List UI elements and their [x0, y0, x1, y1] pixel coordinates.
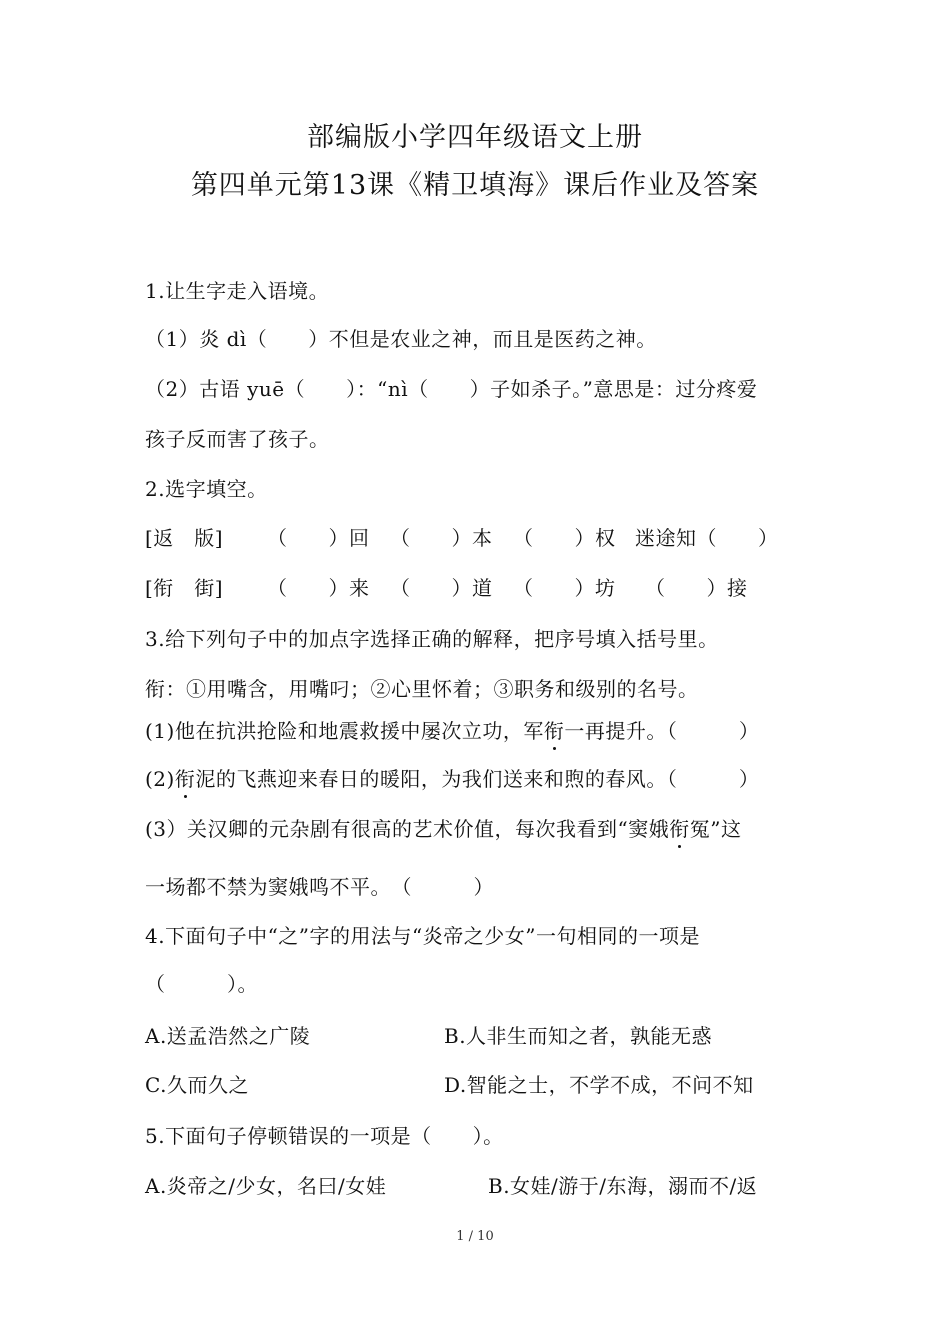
q3-s1-text: (1)他在抗洪抢险和地震救援中屡次立功，军 [145, 719, 544, 743]
q3-heading: 3.给下列句子中的加点字选择正确的解释，把序号填入括号里。 [145, 627, 719, 651]
title-line-1: 部编版小学四年级语文上册 [307, 122, 643, 153]
q3-sentence-3-cont: 一场都不禁为窦娥鸣不平。 （ ） [145, 875, 494, 899]
q3-s2-text: 泥的飞燕迎来春日的暖阳，为我们送来和煦的春风。（ ） [195, 767, 760, 791]
q4-option-c: C.久而久之 [145, 1073, 249, 1097]
q2-row-1 [145, 522, 845, 552]
q3-s3-text: (3）关汉卿的元杂剧有很高的艺术价值，每次我看到“窦娥 [145, 817, 670, 841]
q2-row2-blank: （ ）道 [390, 576, 493, 600]
dotted-char: 衔 [544, 715, 565, 744]
q5-option-a: A.炎帝之/少女，名曰/女娃 [145, 1174, 387, 1198]
q3-sentence-3 [145, 813, 742, 842]
q1-heading: 1.让生字走入语境。 [145, 279, 330, 303]
q5-option-b: B.女娃/游于/东海，溺而不/返 [488, 1174, 758, 1198]
q4-heading-cont: （ ）。 [145, 972, 258, 996]
q2-row2-blank: （ ）坊 [513, 576, 616, 600]
q3-sentence-1 [145, 715, 759, 744]
q4-heading: 4.下面句子中“之”字的用法与“炎帝之少女”一句相同的一项是 [145, 924, 700, 948]
q2-row2-blank: （ ）接 [645, 576, 748, 600]
q3-definition: 衔：①用嘴含，用嘴叼；②心里怀着；③职务和级别的名号。 [145, 677, 699, 701]
q2-row1-blank: （ ）回 [267, 526, 370, 550]
q2-row1-blank: （ ）本 [390, 526, 493, 550]
q1-item-2: （2）古语 yuē（ ）：“nì（ ）子如杀子。”意思是：过分疼爱 [145, 377, 758, 401]
q2-row-2 [145, 572, 845, 602]
q2-row2-blank: （ ）来 [267, 576, 370, 600]
q4-option-d: D.智能之士，不学不成，不问不知 [444, 1073, 754, 1097]
title-line-2: 第四单元第13课《精卫填海》课后作业及答案 [190, 170, 760, 201]
q3-s2-text: (2) [145, 767, 175, 791]
q3-sentence-2 [145, 763, 759, 792]
page-number: 1 / 10 [456, 1229, 494, 1244]
q4-option-b: B.人非生而知之者，孰能无惑 [444, 1024, 713, 1048]
q1-item-1: （1）炎 dì（ ）不但是农业之神，而且是医药之神。 [145, 327, 657, 351]
q2-row1-blank: （ ）权 [513, 526, 616, 550]
q2-heading: 2.选字填空。 [145, 477, 268, 501]
q2-row1-chars: [返 版] [145, 526, 224, 550]
q2-row2-chars: [衔 街] [145, 576, 224, 600]
q1-item-2-cont: 孩子反而害了孩子。 [145, 427, 330, 451]
q5-heading: 5.下面句子停顿错误的一项是（ ）。 [145, 1124, 504, 1148]
q2-row1-blank: 迷途知（ ） [635, 526, 779, 550]
dotted-char: 衔 [175, 763, 196, 792]
q4-option-a: A.送孟浩然之广陵 [145, 1024, 311, 1048]
q3-s1-text: 一再提升。（ ） [564, 719, 760, 743]
dotted-char: 衔 [669, 813, 690, 842]
q3-s3-text: 冤”这 [689, 817, 742, 841]
